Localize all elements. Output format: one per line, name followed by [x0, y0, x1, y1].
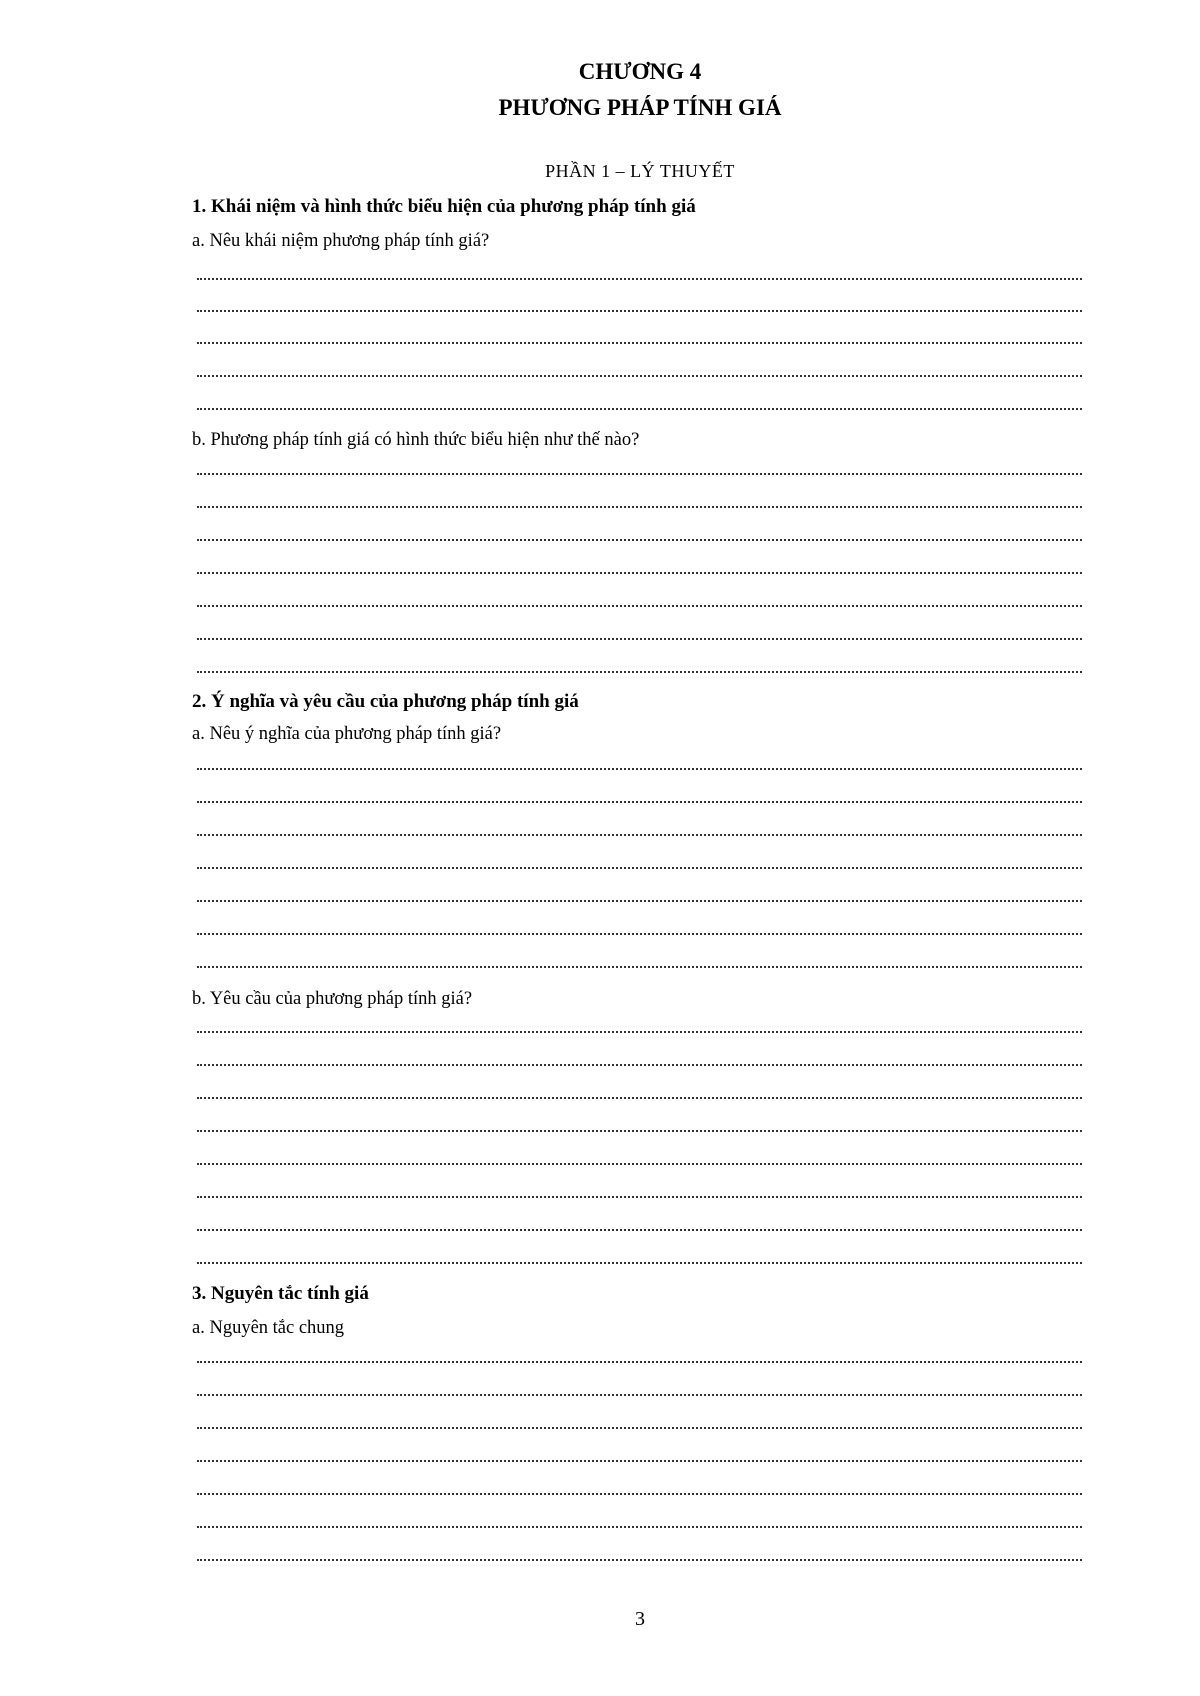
answer-line: [197, 1031, 1082, 1033]
part-title: PHẦN 1 – LÝ THUYẾT: [545, 161, 735, 181]
answer-line: [197, 1427, 1082, 1429]
answer-line: [197, 1493, 1082, 1495]
section-2-heading: 2. Ý nghĩa và yêu cầu của phương pháp tính giá: [192, 691, 579, 712]
answer-line: [197, 900, 1082, 902]
section-2-question-a: a. Nêu ý nghĩa của phương pháp tính giá?: [192, 724, 502, 744]
answer-line: [197, 1130, 1082, 1132]
answer-line: [197, 933, 1082, 935]
answer-line: [197, 1097, 1082, 1099]
answer-line: [197, 768, 1082, 770]
answer-line: [197, 1064, 1082, 1066]
answer-line: [197, 1262, 1082, 1264]
answer-line: [197, 375, 1082, 377]
answer-line: [197, 539, 1082, 541]
answer-line: [197, 342, 1082, 344]
answer-line: [197, 1361, 1082, 1363]
answer-line: [197, 1460, 1082, 1462]
section-3-question-a: a. Nguyên tắc chung: [192, 1318, 345, 1338]
answer-line: [197, 1163, 1082, 1165]
chapter-title: PHƯƠNG PHÁP TÍNH GIÁ: [498, 95, 782, 120]
answer-line: [197, 1229, 1082, 1231]
answer-line: [197, 966, 1082, 968]
section-1-question-b: b. Phương pháp tính giá có hình thức biểu hiện như thế nào?: [192, 430, 640, 450]
answer-line: [197, 506, 1082, 508]
answer-line: [197, 1559, 1082, 1561]
answer-line: [197, 638, 1082, 640]
section-2-question-b: b. Yêu cầu của phương pháp tính giá?: [192, 989, 473, 1009]
answer-line: [197, 1196, 1082, 1198]
answer-line: [197, 473, 1082, 475]
answer-line: [197, 867, 1082, 869]
answer-line: [197, 1394, 1082, 1396]
answer-line: [197, 671, 1082, 673]
answer-line: [197, 1526, 1082, 1528]
chapter-number: CHƯƠNG 4: [578, 59, 702, 84]
section-1-heading: 1. Khái niệm và hình thức biểu hiện của phương pháp tính giá: [192, 196, 696, 217]
answer-line: [197, 801, 1082, 803]
answer-line: [197, 310, 1082, 312]
answer-line: [197, 834, 1082, 836]
answer-line: [197, 572, 1082, 574]
answer-line: [197, 408, 1082, 410]
answer-line: [197, 278, 1082, 280]
section-3-heading: 3. Nguyên tắc tính giá: [192, 1283, 369, 1304]
answer-line: [197, 605, 1082, 607]
page-number: 3: [635, 1608, 645, 1630]
section-1-question-a: a. Nêu khái niệm phương pháp tính giá?: [192, 231, 490, 251]
